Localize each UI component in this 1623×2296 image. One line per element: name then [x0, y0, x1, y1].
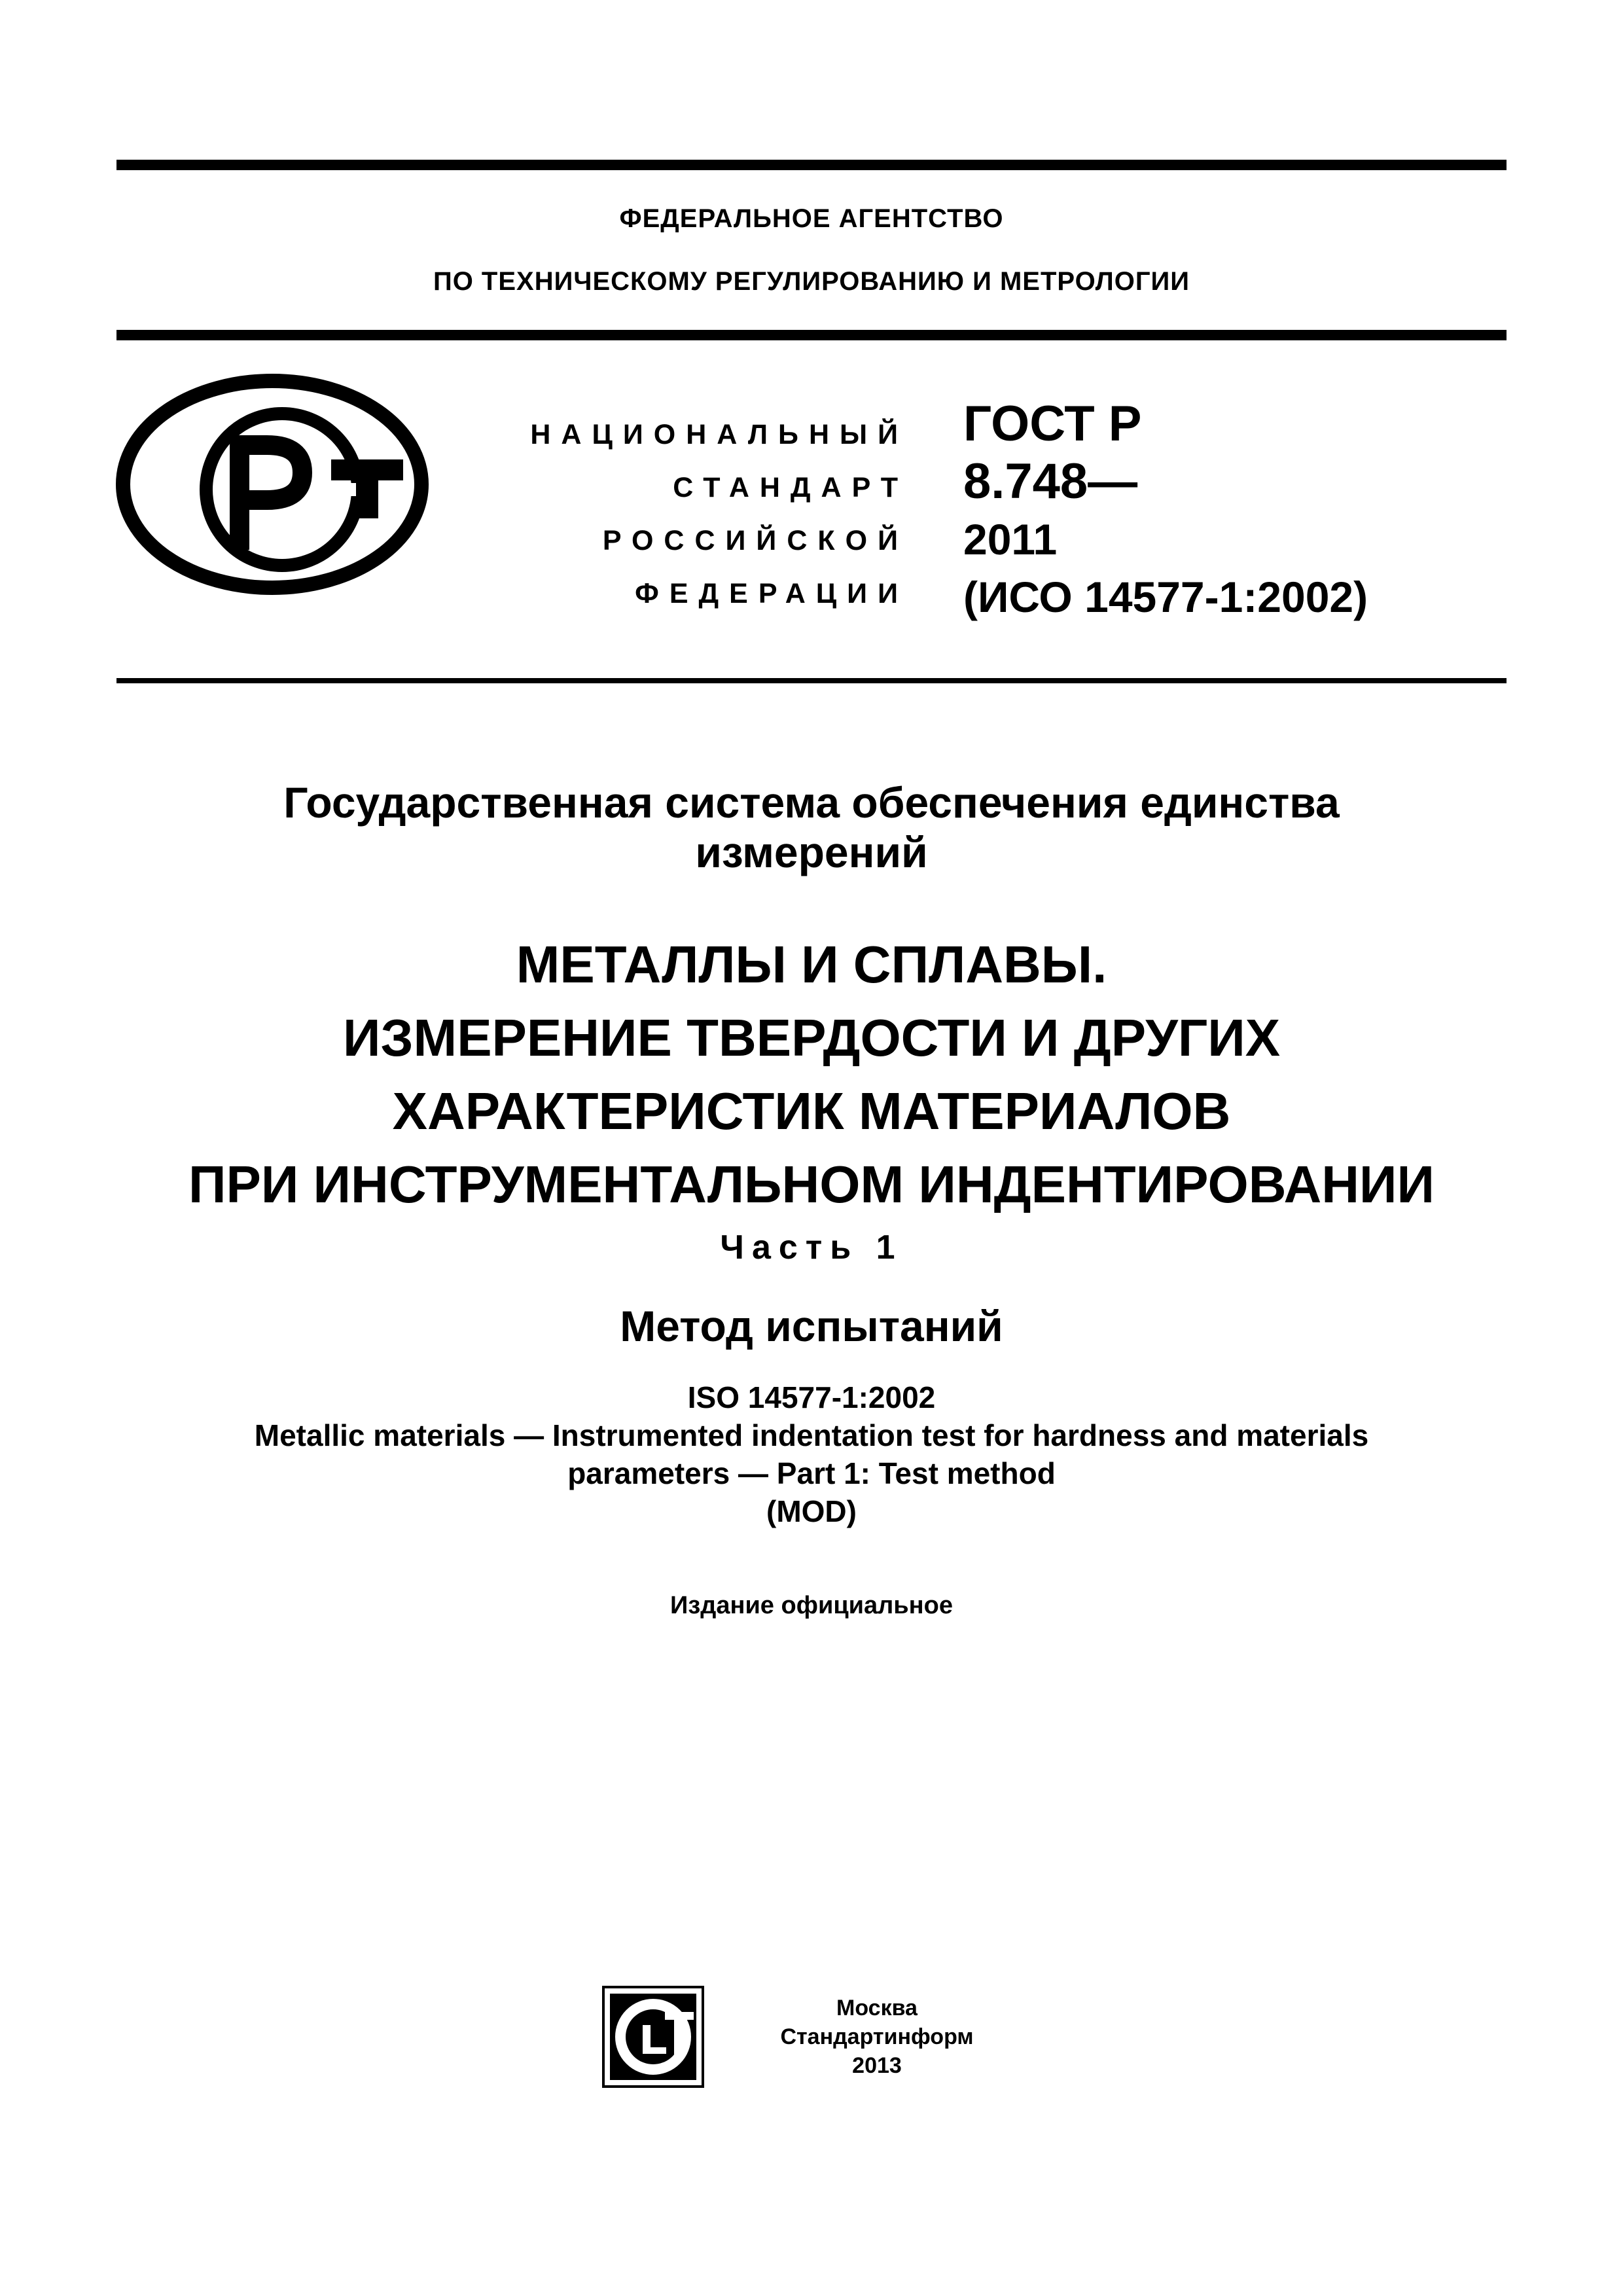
- edition-label: Издание официальное: [670, 1592, 953, 1619]
- main-title: [0, 928, 1623, 1221]
- publication-year: 2013: [852, 2053, 902, 2078]
- stinform-logo-icon: [601, 1984, 705, 2089]
- main-title-line-1: МЕТАЛЛЫ И СПЛАВЫ.: [516, 935, 1107, 994]
- ns-line-3: РОССИЙСКОЙ: [602, 525, 908, 556]
- main-title-line-2: ИЗМЕРЕНИЕ ТВЕРДОСТИ И ДРУГИХ: [342, 1009, 1281, 1067]
- ns-line-4: ФЕДЕРАЦИИ: [635, 578, 908, 609]
- iso-reference: [0, 1378, 1623, 1530]
- agency-name-line-1: ФЕДЕРАЛЬНОЕ АГЕНТСТВО: [619, 204, 1004, 233]
- header-bottom-rule: [116, 330, 1507, 340]
- publisher-city: Москва: [836, 1996, 918, 2020]
- title-block-rule: [116, 678, 1507, 683]
- designation-line-4: (ИСО 14577-1:2002): [963, 573, 1368, 621]
- designation-line-3: 2011: [963, 515, 1058, 564]
- iso-line-2: Metallic materials — Instrumented indentation test for hardness and materials: [254, 1418, 1369, 1452]
- iso-line-3: parameters — Part 1: Test method: [567, 1456, 1056, 1490]
- iso-line-4: (MOD): [766, 1494, 857, 1528]
- ns-line-1: НАЦИОНАЛЬНЫЙ: [530, 419, 908, 450]
- top-rule: [116, 160, 1507, 170]
- rst-mark-icon: [115, 373, 429, 596]
- iso-line-1: ISO 14577-1:2002: [687, 1380, 936, 1414]
- main-title-line-4: ПРИ ИНСТРУМЕНТАЛЬНОМ ИНДЕНТИРОВАНИИ: [188, 1155, 1435, 1213]
- publisher-name: Стандартинформ: [780, 2024, 974, 2049]
- ns-line-2: СТАНДАРТ: [673, 472, 908, 503]
- publisher-imprint: [746, 1994, 1008, 2080]
- method-label: Метод испытаний: [620, 1302, 1003, 1350]
- system-title: [0, 778, 1623, 877]
- main-title-line-3: ХАРАКТЕРИСТИК МАТЕРИАЛОВ: [392, 1082, 1231, 1140]
- standard-designation: [963, 395, 1500, 626]
- part-label: Часть 1: [720, 1229, 903, 1266]
- system-title-line-1: Государственная система обеспечения единства: [283, 778, 1340, 827]
- national-standard-label: [463, 408, 908, 620]
- designation-line-1: ГОСТ Р: [963, 396, 1142, 452]
- system-title-line-2: измерений: [695, 828, 928, 876]
- agency-name-line-2: ПО ТЕХНИЧЕСКОМУ РЕГУЛИРОВАНИЮ И МЕТРОЛОГИИ: [433, 267, 1190, 296]
- designation-line-2: 8.748—: [963, 454, 1138, 509]
